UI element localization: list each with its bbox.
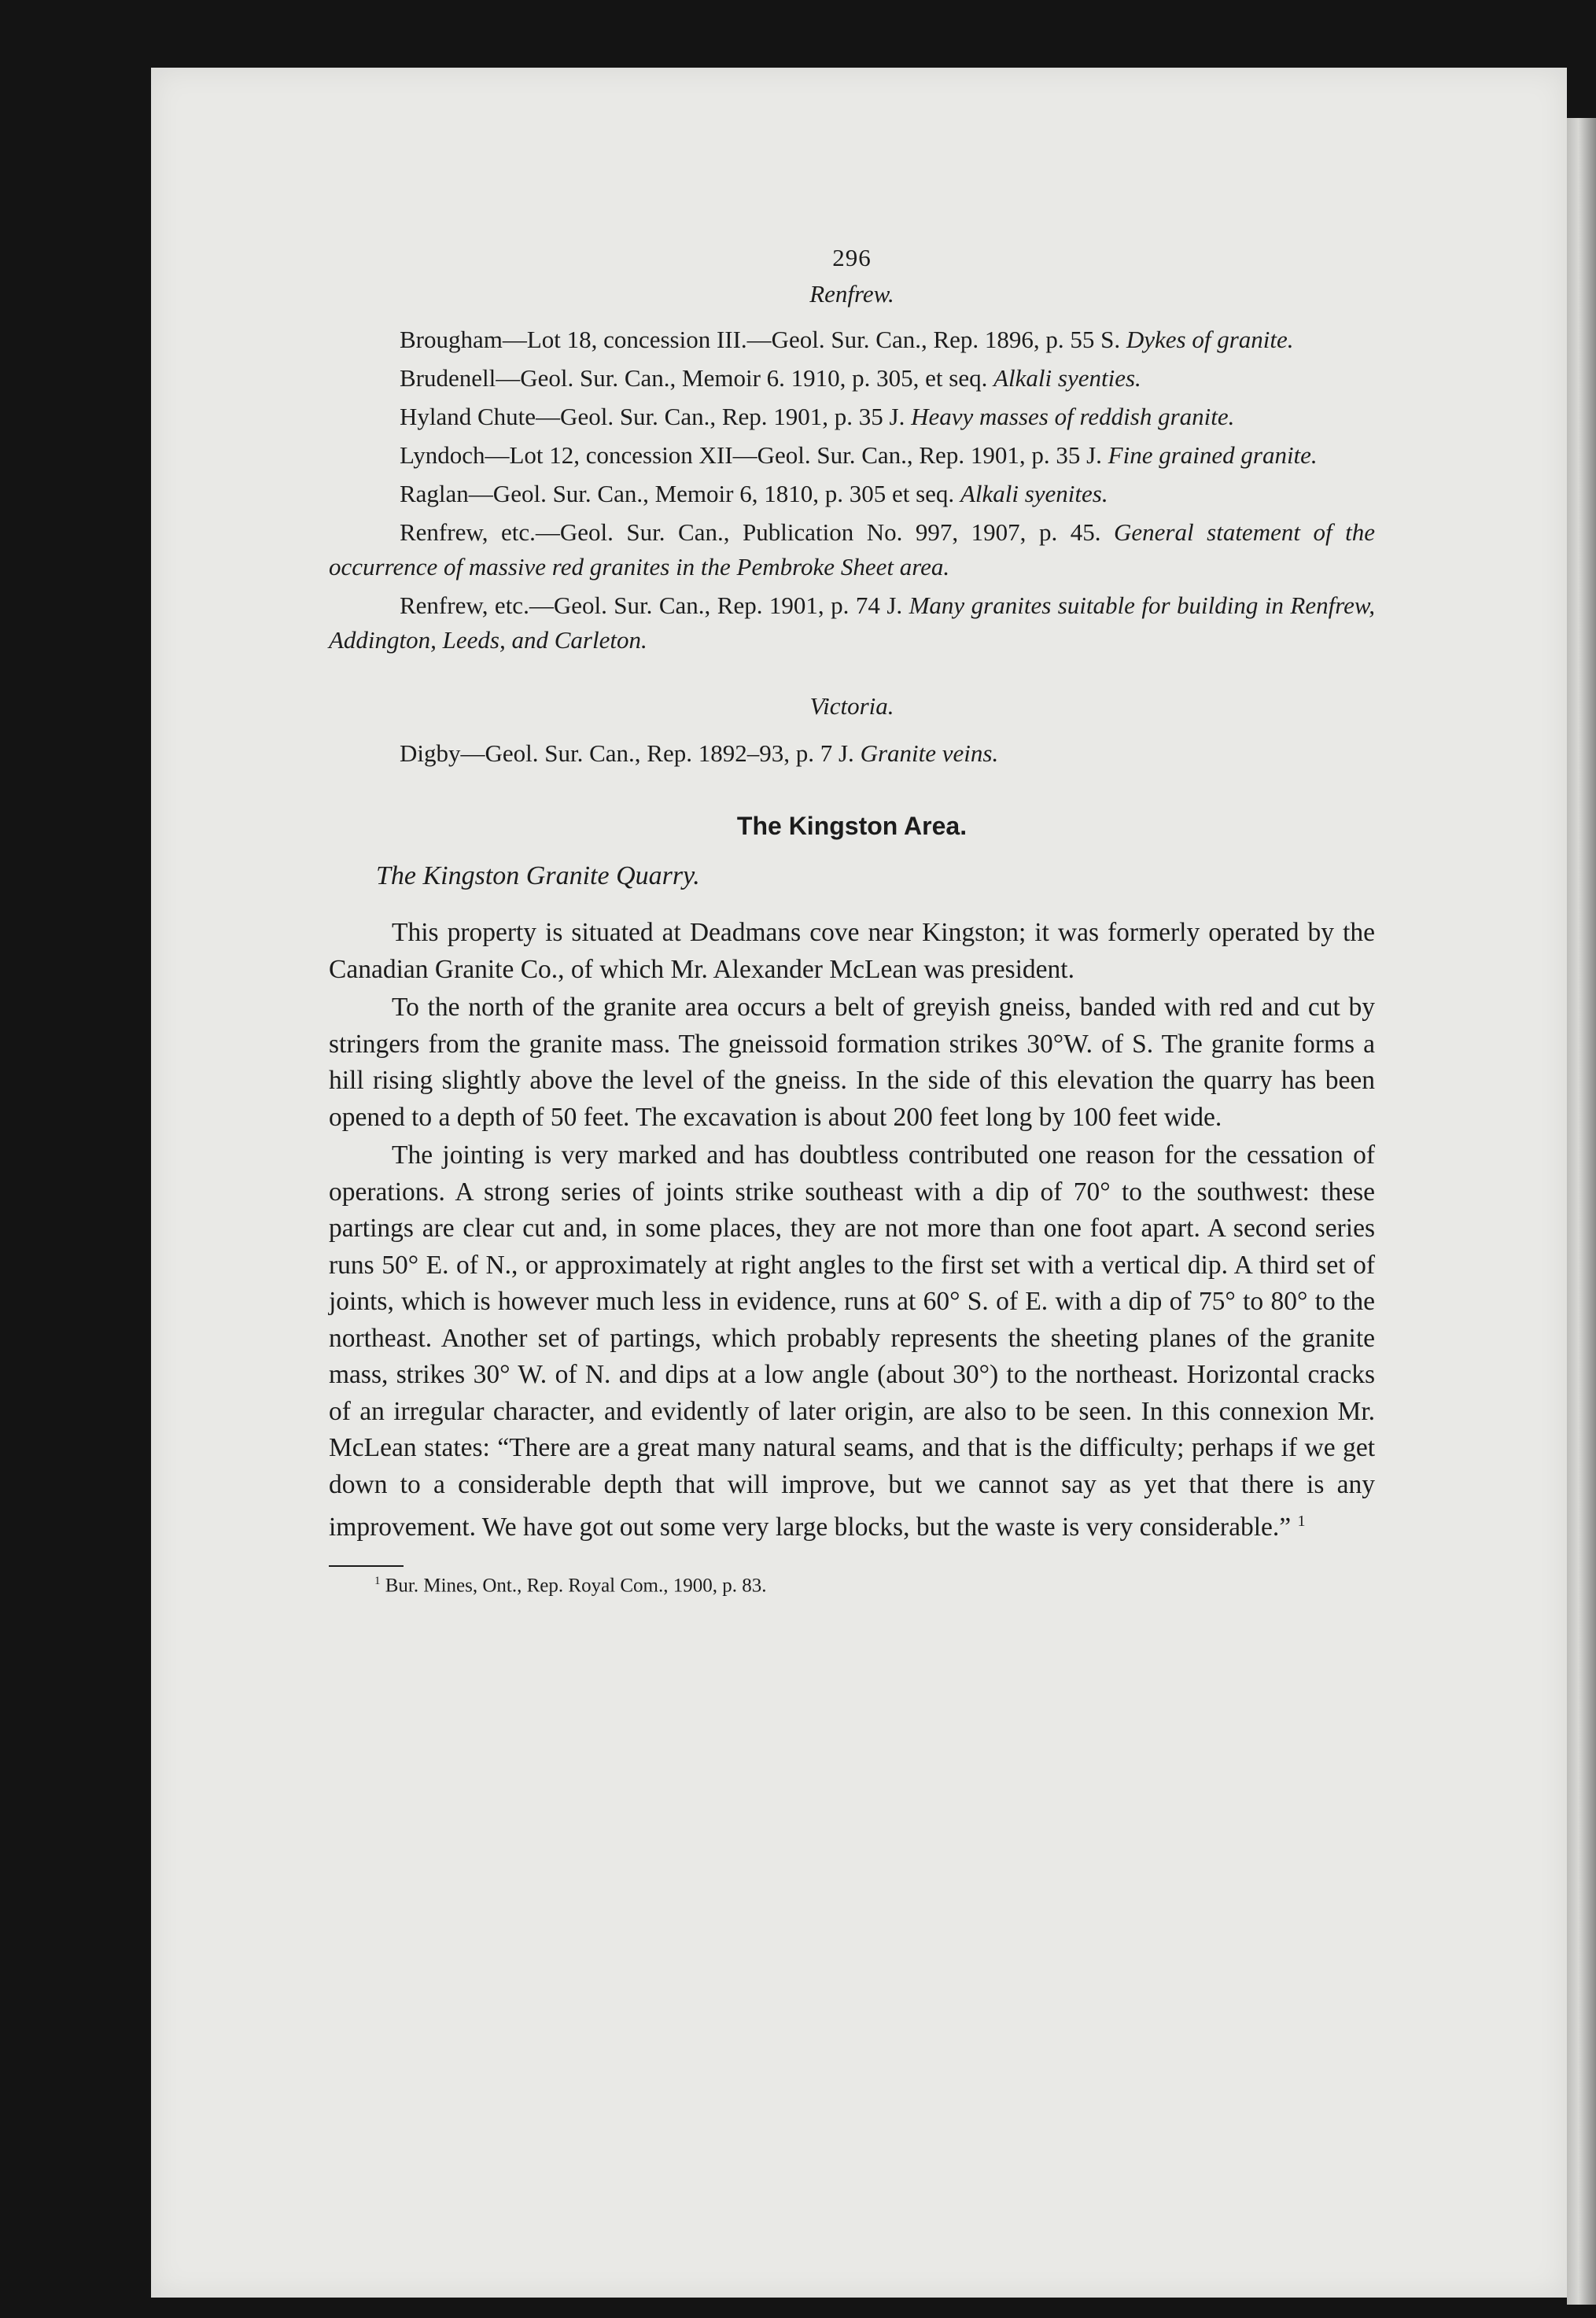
next-page-edge xyxy=(1567,118,1596,2305)
page-number: 296 xyxy=(832,244,872,271)
bibliography-entry: Brudenell—Geol. Sur. Can., Memoir 6. 1910, p. 305, et seq. Alkali syenties. xyxy=(400,364,1141,392)
body-paragraph: The jointing is very marked and has doubtless contributed one reason for the cessation of operations. A strong series of joints strike southeast with a dip of 70° to the southwest: these partings are clear cut and, in some places, they are not more than one foot apart. A second series runs 50° E. of N., or approximately at right angles to the first set with a vertical dip. A third set of joints, which is however much less in evidence, runs at 60° S. of E. with a dip of 75° to 80° to the northeast. Another set of partings, which probably represents the sheeting planes of the granite mass, strikes 30° W. of N. and dips at a low angle (about 30°) to the northeast. Horizontal cracks of an irregular character, and evidently of later origin, are also to be seen. In this connexion Mr. McLean states: “There are a great many natural seams, and that is the difficulty; perhaps if we get down to a considerable depth that will improve, but we cannot say as yet that there is any improvement. We have got out some very large blocks, but the waste is very considerable.” $^1$ xyxy=(329,1141,1375,1542)
footnote: $^1$ Bur. Mines, Ont., Rep. Royal Com., 1900, p. 83. xyxy=(374,1574,767,1596)
page-content xyxy=(329,244,1375,1597)
footnote-ref: 1 xyxy=(1297,1513,1306,1530)
body-paragraph: This property is situated at Deadmans cove near Kingston; it was formerly operated by the Canadian Granite Co., of which Mr. Alexander McLean was president. xyxy=(329,918,1375,984)
section-heading-renfrew: Renfrew. xyxy=(809,280,894,308)
body-paragraph: To the north of the granite area occurs a belt of greyish gneiss, banded with red and cut by stringers from the granite mass. The gneissoid formation strikes 30°W. of S. The granite forms a hill rising slightly above the level of the gneiss. In the side of this elevation the quarry has been opened to a depth of 50 feet. The excavation is about 200 feet long by 100 feet wide. xyxy=(329,993,1375,1132)
bibliography-entry: Brougham—Lot 18, concession III.—Geol. Sur. Can., Rep. 1896, p. 55 S. Dykes of granite. xyxy=(400,326,1294,353)
bibliography-entry: Hyland Chute—Geol. Sur. Can., Rep. 1901, p. 35 J. Heavy masses of reddish granite. xyxy=(400,403,1235,430)
bibliography-entry: Lyndoch—Lot 12, concession XII—Geol. Sur. Can., Rep. 1901, p. 35 J. Fine grained granite. xyxy=(400,441,1318,469)
bibliography-entry: Renfrew, etc.—Geol. Sur. Can., Rep. 1901, p. 74 J. Many granites suitable for building in Renfrew, Addington, Leeds, and Carleton. xyxy=(329,591,1376,654)
bibliography-entry: Raglan—Geol. Sur. Can., Memoir 6, 1810, p. 305 et seq. Alkali syenites. xyxy=(400,480,1108,507)
footnote-marker: 1 xyxy=(374,1574,381,1587)
section-title-kingston: The Kingston Area. xyxy=(736,812,968,840)
subsection-title-quarry: The Kingston Granite Quarry. xyxy=(376,861,700,890)
footnote-rule xyxy=(329,1565,404,1567)
section-heading-victoria: Victoria. xyxy=(809,692,894,720)
bibliography-entry: Digby—Geol. Sur. Can., Rep. 1892–93, p. 7 J. Granite veins. xyxy=(400,739,999,767)
bibliography-entry: Renfrew, etc.—Geol. Sur. Can., Publication No. 997, 1907, p. 45. General statement of the occurrence of massive red granites in the Pembroke Sheet area. xyxy=(329,518,1375,580)
